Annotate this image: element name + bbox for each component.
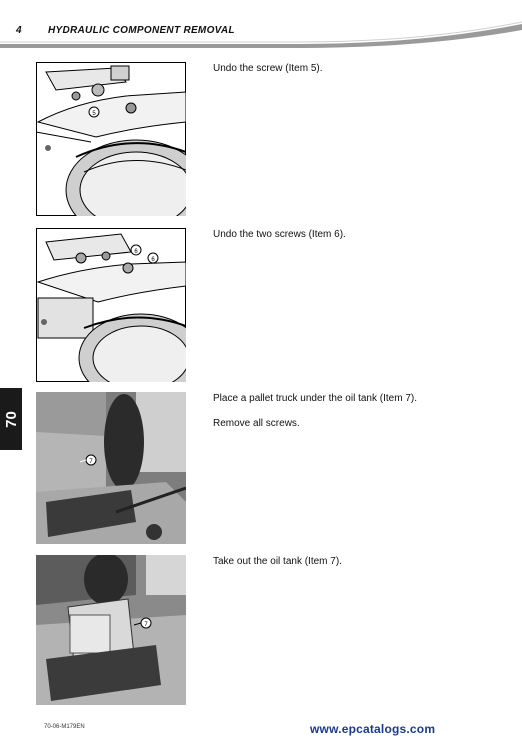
- section-tab: [0, 388, 22, 450]
- step-3-photograph: [36, 392, 186, 544]
- step-1: [36, 62, 516, 218]
- step-1-photo: [36, 62, 186, 216]
- step-3-callout: 7: [89, 459, 93, 465]
- step-4-instruction: Take out the oil tank (Item 7).: [213, 556, 342, 567]
- step-2-text: [213, 228, 503, 253]
- step-2-instruction: Undo the two screws (Item 6).: [213, 229, 346, 240]
- step-3-instruction-1: Place a pallet truck under the oil tank (Item 7).: [213, 393, 417, 404]
- chapter-title: HYDRAULIC COMPONENT REMOVAL: [48, 25, 235, 36]
- step-2-callout-b: 6: [151, 257, 155, 263]
- step-3-photo: [36, 392, 186, 544]
- step-3-instruction-2: Remove all screws.: [213, 418, 300, 429]
- step-4-photograph: [36, 555, 186, 705]
- header-swoosh: [0, 0, 522, 48]
- step-3: [36, 392, 516, 546]
- step-2: [36, 228, 516, 384]
- step-4-text: [213, 555, 503, 580]
- step-1-instruction: Undo the screw (Item 5).: [213, 63, 323, 74]
- step-2-illustration: [36, 228, 186, 382]
- step-1-text: [213, 62, 503, 87]
- page-header: [0, 0, 522, 48]
- step-1-illustration: [36, 62, 186, 216]
- step-4-callout: 7: [144, 622, 148, 628]
- watermark: www.epcatalogs.com: [310, 722, 436, 736]
- step-1-callout: 5: [92, 111, 96, 117]
- step-4-photo: [36, 555, 186, 705]
- step-2-callout-a: 6: [134, 249, 138, 255]
- document-code: 70-06-M179EN: [44, 724, 85, 730]
- step-2-photo: [36, 228, 186, 382]
- section-tab-label: 70: [2, 410, 20, 428]
- step-3-text: [213, 392, 503, 442]
- chapter-number: 4: [16, 25, 22, 36]
- step-4: [36, 555, 516, 707]
